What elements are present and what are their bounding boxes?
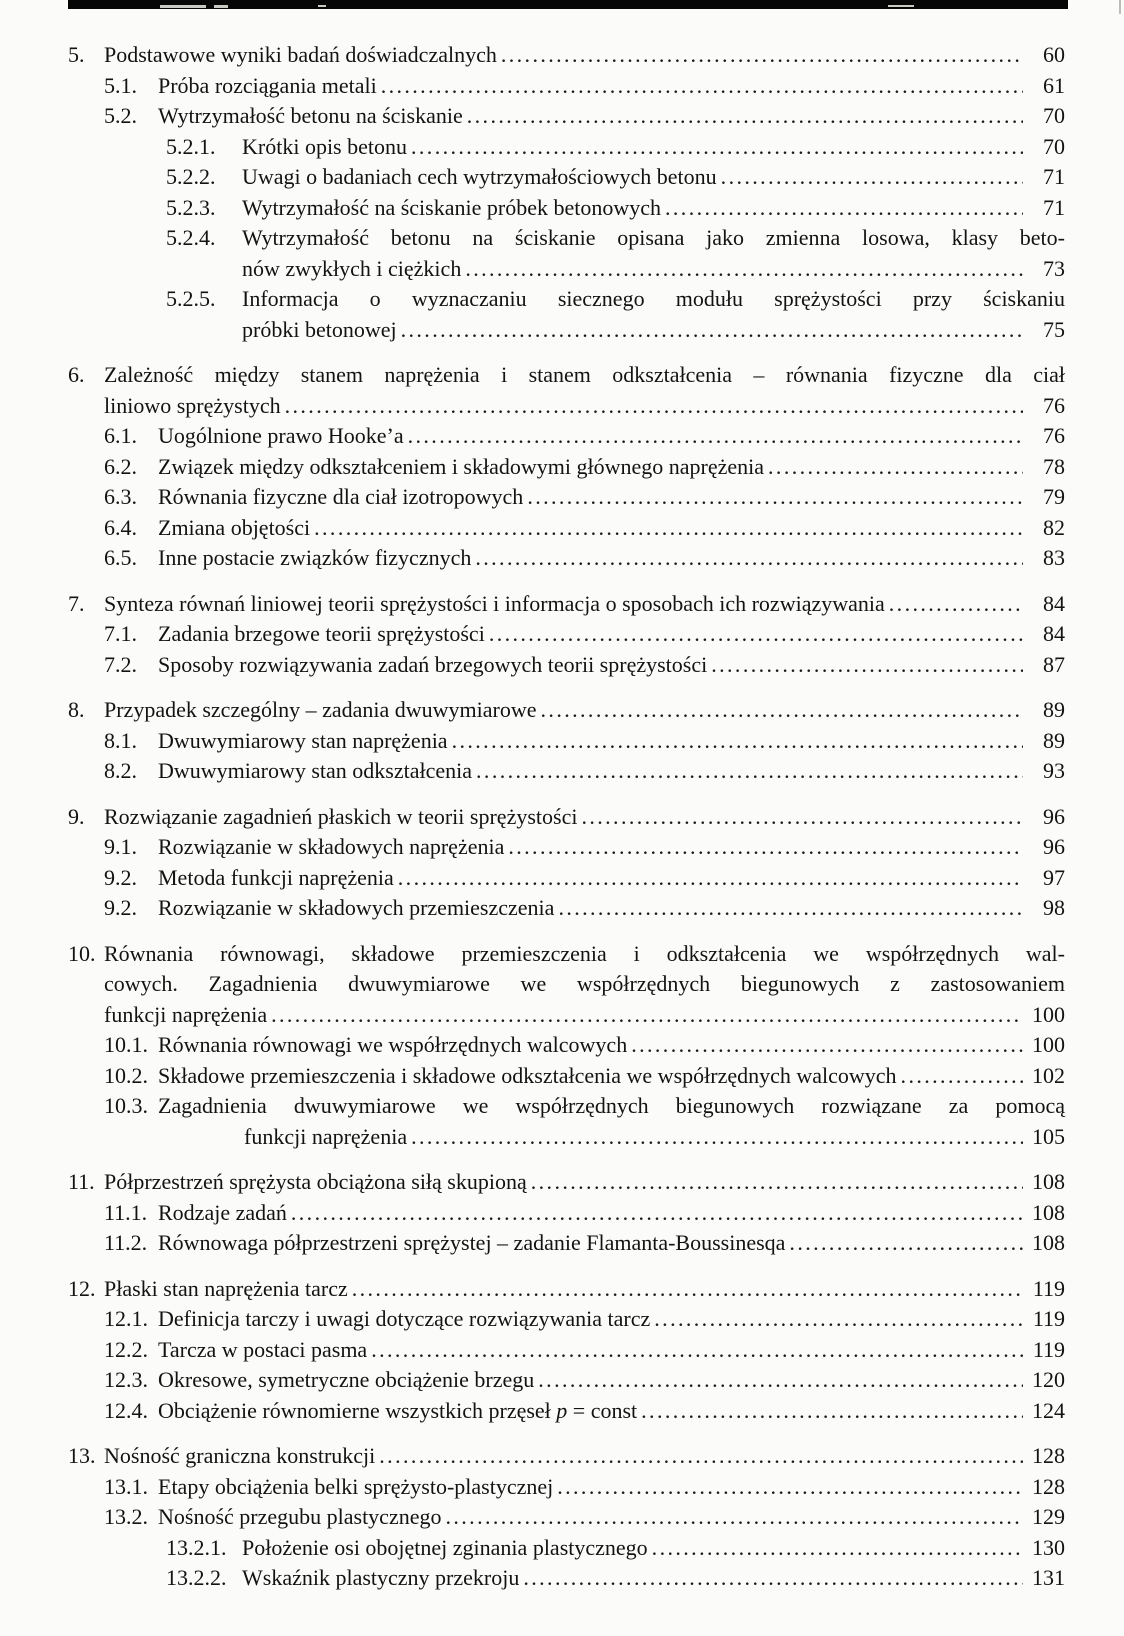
toc-entry-title: Nośność graniczna konstrukcji	[104, 1443, 376, 1468]
toc-entry-body	[158, 1502, 1065, 1533]
toc-entry-number: 8.2.	[104, 758, 137, 783]
toc-entry	[0, 360, 1124, 421]
dot-leader	[476, 756, 1023, 787]
toc-entry-title: Inne postacie związków fizycznych	[158, 545, 472, 570]
toc-entry-text-line: Zagadnienia dwuwymiarowe we współrzędnych biegunowych rozwiązane za pomocą	[158, 1093, 1065, 1118]
toc-entry-title: Przypadek szczególny – zadania dwuwymiarowe	[104, 697, 537, 722]
page-number: 128	[1032, 1443, 1065, 1468]
toc-entry	[0, 1198, 1124, 1229]
toc-entry-title: Równania fizyczne dla ciał izotropowych	[158, 484, 524, 509]
dot-leader	[508, 832, 1023, 863]
toc-entry-last-line	[158, 619, 1065, 650]
toc-entry-last-line	[158, 1472, 1065, 1503]
page-number: 128	[1032, 1473, 1065, 1499]
toc-entry-text-line: Zależność między stanem naprężenia i stanem odkształcenia – równania fizyczne dla ciał	[104, 362, 1065, 387]
toc-entry-number: 9.1.	[104, 834, 137, 859]
page-number: 71	[1043, 164, 1065, 189]
page-number: 78	[1043, 453, 1065, 479]
page-number: 100	[1032, 1032, 1065, 1057]
dot-leader	[489, 619, 1023, 650]
toc-entry	[0, 802, 1124, 833]
toc-entry	[0, 1502, 1124, 1533]
toc-entry-body	[104, 589, 1065, 620]
toc-entry-last-line	[158, 832, 1065, 863]
dot-leader	[452, 726, 1023, 757]
toc-entry-last-line	[158, 863, 1065, 894]
toc-entry-number: 7.	[68, 590, 85, 616]
dot-leader	[654, 1304, 1023, 1335]
toc-entry-title: Związek między odkształceniem i składowymi głównego naprężenia	[158, 453, 765, 479]
page-number: 124	[1032, 1397, 1065, 1423]
toc-entry	[0, 893, 1124, 924]
toc-entry	[0, 513, 1124, 544]
toc-entry-number: 5.2.4.	[166, 225, 216, 250]
toc-entry-body	[242, 284, 1065, 345]
toc-entry-title: Zadania brzegowe teorii sprężystości	[158, 621, 485, 646]
toc-entry	[0, 695, 1124, 726]
toc-entry-body	[158, 513, 1065, 544]
toc-entry-body	[104, 695, 1065, 726]
dot-leader	[889, 589, 1023, 620]
toc-entry	[0, 726, 1124, 757]
toc-entry-number: 12.2.	[104, 1336, 148, 1362]
page-number: 73	[1043, 255, 1065, 281]
page-number: 89	[1043, 697, 1065, 722]
dot-leader	[445, 1502, 1023, 1533]
toc-entry-last-line	[158, 1122, 1065, 1153]
toc-entry-body	[104, 939, 1065, 1031]
toc-entry-title: Uogólnione prawo Hooke’a	[158, 423, 404, 448]
toc-entry	[0, 71, 1124, 102]
toc-entry-title: Rozwiązanie w składowych przemieszczenia	[158, 895, 555, 920]
toc-entry-title: Próba rozciągania metali	[158, 72, 377, 98]
toc-entry-last-line	[158, 543, 1065, 574]
toc-entry-title: Synteza równań liniowej teorii sprężystości i informacja o sposobach ich rozwiązywania	[104, 590, 885, 616]
toc-entry-number: 5.1.	[104, 72, 137, 98]
toc-entry-last-line	[242, 254, 1065, 285]
toc-entry-number: 10.1.	[104, 1032, 148, 1057]
toc-entry-number: 6.3.	[104, 484, 137, 509]
dot-leader	[411, 1122, 1023, 1153]
toc-entry-title: Rodzaje zadań	[158, 1199, 287, 1225]
toc-entry-last-line	[242, 162, 1065, 193]
dot-leader	[523, 1563, 1023, 1594]
toc-entry-title: Wytrzymałość na ściskanie próbek betonowych	[242, 194, 661, 220]
page-number: 60	[1043, 42, 1065, 67]
toc-entry-number: 11.2.	[104, 1230, 148, 1255]
toc-entry-body	[158, 1030, 1065, 1061]
dot-leader	[652, 1533, 1023, 1564]
toc-entry-body	[104, 1441, 1065, 1472]
toc-entry	[0, 284, 1124, 345]
toc-entry-body	[158, 893, 1065, 924]
toc-entry-body	[104, 1167, 1065, 1198]
toc-entry-title: Sposoby rozwiązywania zadań brzegowych teorii sprężystości	[158, 651, 708, 677]
toc-entry-number: 12.4.	[104, 1397, 148, 1423]
toc-entry-title: Nośność przegubu plastycznego	[158, 1504, 442, 1529]
toc-entry-body	[104, 360, 1065, 421]
toc-entry-title: Etapy obciążenia belki sprężysto-plastycznej	[158, 1473, 554, 1499]
toc-entry-body	[158, 619, 1065, 650]
toc-entry-title: nów zwykłych i ciężkich	[242, 255, 462, 281]
toc-entry-body	[158, 1365, 1065, 1396]
toc-entry	[0, 1304, 1124, 1335]
page-number: 119	[1032, 1306, 1065, 1331]
page-number: 76	[1043, 392, 1065, 418]
toc-entry-last-line	[242, 315, 1065, 346]
toc-entry-number: 5.2.3.	[166, 194, 216, 220]
toc-entry-last-line	[158, 101, 1065, 132]
toc-entry-last-line	[104, 589, 1065, 620]
toc-entry	[0, 193, 1124, 224]
toc-entry	[0, 650, 1124, 681]
toc-entry-number: 9.2.	[104, 864, 137, 890]
toc-entry-title: funkcji naprężenia	[244, 1123, 408, 1149]
page-number: 84	[1043, 590, 1065, 616]
toc-entry-title: Położenie osi obojętnej zginania plastycznego	[242, 1534, 648, 1560]
toc-entry-number: 9.	[68, 803, 85, 829]
toc-entry-number: 10.3.	[104, 1093, 148, 1118]
dot-leader	[411, 132, 1023, 163]
toc-entry-number: 7.2.	[104, 651, 137, 677]
dot-leader	[541, 695, 1023, 726]
toc-entry-last-line	[158, 1304, 1065, 1335]
toc-entry-title-part: p	[556, 1397, 568, 1423]
toc-entry-text-line: Równania równowagi, składowe przemieszczenia i odkształcenia we współrzędnych wal-	[104, 940, 1065, 966]
dot-leader	[381, 71, 1023, 102]
toc-entry	[0, 1533, 1124, 1564]
toc-entry-title: Dwuwymiarowy stan naprężenia	[158, 727, 448, 753]
toc-entry	[0, 1030, 1124, 1061]
toc-entry	[0, 1274, 1124, 1305]
toc-entry-body	[242, 1533, 1065, 1564]
toc-entry-title: Definicja tarczy i uwagi dotyczące rozwiązywania tarcz	[158, 1306, 651, 1331]
page-number: 120	[1032, 1367, 1065, 1392]
toc-entry-title: Podstawowe wyniki badań doświadczalnych	[104, 42, 497, 67]
toc-entry	[0, 421, 1124, 452]
page-number: 70	[1043, 133, 1065, 159]
toc-entry-last-line	[104, 391, 1065, 422]
toc-entry-body	[104, 802, 1065, 833]
toc-entry-title-part: = const	[567, 1397, 638, 1423]
toc-entry-last-line	[104, 40, 1065, 71]
toc-entry	[0, 1091, 1124, 1152]
toc-entry-number: 10.2.	[104, 1062, 148, 1088]
page-number: 108	[1032, 1199, 1065, 1225]
toc-entry-title: Rozwiązanie zagadnień płaskich w teorii sprężystości	[104, 803, 578, 829]
toc-entry-number: 12.	[68, 1275, 96, 1301]
dot-leader	[501, 40, 1023, 71]
page-number: 102	[1032, 1062, 1065, 1088]
toc-entry-title: Krótki opis betonu	[242, 133, 407, 159]
toc-entry-title: Wytrzymałość betonu na ściskanie	[158, 103, 463, 128]
dot-leader	[467, 101, 1023, 132]
toc-entry	[0, 756, 1124, 787]
dot-leader	[789, 1228, 1023, 1259]
toc-entry	[0, 40, 1124, 71]
page-number: 89	[1043, 727, 1065, 753]
toc-entry-last-line	[242, 132, 1065, 163]
page-number: 83	[1043, 545, 1065, 570]
toc-entry	[0, 101, 1124, 132]
page-number: 70	[1043, 103, 1065, 128]
toc-entry-body	[158, 1335, 1065, 1366]
toc-entry-body	[242, 1563, 1065, 1594]
toc-entry-body	[158, 1198, 1065, 1229]
dot-leader	[314, 513, 1023, 544]
toc-entry-last-line	[158, 1502, 1065, 1533]
dot-leader	[768, 452, 1023, 483]
toc-entry-title: Równania równowagi we współrzędnych walcowych	[158, 1032, 628, 1057]
toc-entry-last-line	[158, 1198, 1065, 1229]
toc-entry-title: Zmiana objętości	[158, 514, 311, 540]
page-number: 105	[1032, 1123, 1065, 1149]
toc-entry	[0, 1563, 1124, 1594]
toc-entry-last-line	[158, 1030, 1065, 1061]
toc-entry-last-line	[158, 513, 1065, 544]
toc-entry-number: 5.2.	[104, 103, 137, 128]
toc-entry-body	[158, 482, 1065, 513]
toc-entry-number: 13.2.2.	[166, 1565, 227, 1590]
toc-entry-title: Dwuwymiarowy stan odkształcenia	[158, 758, 473, 783]
page-number: 130	[1032, 1534, 1065, 1560]
toc-entry-last-line	[158, 1365, 1065, 1396]
toc-entry-number: 13.2.	[104, 1504, 148, 1529]
toc-entry-number: 9.2.	[104, 895, 137, 920]
toc-entry-last-line	[158, 71, 1065, 102]
page-number: 84	[1043, 621, 1065, 646]
toc-entry	[0, 482, 1124, 513]
toc-entry-number: 13.	[68, 1443, 96, 1468]
toc-entry-number: 5.2.1.	[166, 133, 216, 159]
dot-leader	[291, 1198, 1023, 1229]
toc-entry-title: próbki betonowej	[242, 316, 397, 342]
toc-entry-number: 8.	[68, 697, 85, 722]
dot-leader	[721, 162, 1023, 193]
page-number: 71	[1043, 194, 1065, 220]
toc-entry-last-line	[158, 452, 1065, 483]
toc-entry-body	[158, 71, 1065, 102]
dot-leader	[527, 482, 1023, 513]
toc-entry-body	[158, 1396, 1065, 1427]
toc-entry	[0, 223, 1124, 284]
toc-entry-body	[104, 40, 1065, 71]
toc-entry-last-line	[104, 695, 1065, 726]
toc-entry-body	[242, 132, 1065, 163]
toc-entry-body	[158, 832, 1065, 863]
toc-entry-last-line	[158, 756, 1065, 787]
toc-entry-last-line	[104, 1274, 1065, 1305]
dot-leader	[538, 1365, 1023, 1396]
page-number: 98	[1043, 895, 1065, 920]
toc-entry-number: 11.1.	[104, 1199, 148, 1225]
toc-entry-body	[158, 1304, 1065, 1335]
toc-entry-number: 12.3.	[104, 1367, 148, 1392]
toc-entry-number: 6.4.	[104, 514, 137, 540]
toc-entry-body	[158, 1228, 1065, 1259]
toc-entry-title: Okresowe, symetryczne obciążenie brzegu	[158, 1367, 535, 1392]
toc-entry-last-line	[158, 1228, 1065, 1259]
toc-entry-last-line	[104, 1167, 1065, 1198]
toc-entry	[0, 1441, 1124, 1472]
toc-entry-title: Półprzestrzeń sprężysta obciążona siłą skupioną	[104, 1169, 527, 1194]
toc-entry-number: 6.2.	[104, 453, 137, 479]
toc-entry-last-line	[158, 726, 1065, 757]
dot-leader	[531, 1167, 1023, 1198]
toc-entry-last-line	[158, 482, 1065, 513]
dot-leader	[631, 1030, 1023, 1061]
dot-leader	[398, 863, 1023, 894]
toc-entry-number: 5.2.5.	[166, 286, 216, 311]
toc-entry-number: 5.	[68, 42, 85, 67]
toc-entry	[0, 1396, 1124, 1427]
page-number: 76	[1043, 423, 1065, 448]
toc-entry-last-line	[242, 193, 1065, 224]
toc-entry-title: Rozwiązanie w składowych naprężenia	[158, 834, 505, 859]
toc-entry-number: 6.1.	[104, 423, 137, 448]
toc-entry-text-line: Wytrzymałość betonu na ściskanie opisana jako zmienna losowa, klasy beto-	[242, 225, 1065, 250]
toc-entry-title: Płaski stan naprężenia tarcz	[104, 1275, 348, 1301]
dot-leader	[465, 254, 1023, 285]
dot-leader	[408, 421, 1023, 452]
page-number: 100	[1032, 1001, 1065, 1027]
toc-entry-title: Metoda funkcji naprężenia	[158, 864, 394, 890]
toc-entry-body	[158, 1061, 1065, 1092]
toc-entry	[0, 1365, 1124, 1396]
dot-leader	[475, 543, 1023, 574]
toc-entry	[0, 1167, 1124, 1198]
toc-entry-last-line	[242, 1533, 1065, 1564]
toc-entry-number: 5.2.2.	[166, 164, 216, 189]
toc-entry-last-line	[158, 650, 1065, 681]
toc-entry-text-line: cowych. Zagadnienia dwuwymiarowe we współrzędnych biegunowych z zastosowaniem	[104, 971, 1065, 996]
toc-entry-last-line	[158, 893, 1065, 924]
toc-entry-number: 6.5.	[104, 545, 137, 570]
toc-entry	[0, 543, 1124, 574]
page-number: 129	[1032, 1504, 1065, 1529]
toc-entry-number: 10.	[68, 940, 96, 966]
toc-entry	[0, 619, 1124, 650]
toc-entry-body	[158, 421, 1065, 452]
toc-entry	[0, 1335, 1124, 1366]
page-number: 96	[1043, 803, 1065, 829]
dot-leader	[581, 802, 1023, 833]
toc-entry	[0, 832, 1124, 863]
toc-entry-number: 6.	[68, 362, 85, 387]
toc-entry-last-line	[158, 1335, 1065, 1366]
toc-entry	[0, 162, 1124, 193]
page-number: 93	[1043, 758, 1065, 783]
toc-entry-body	[158, 543, 1065, 574]
dot-leader	[285, 391, 1023, 422]
page-number: 97	[1043, 864, 1065, 890]
toc-entry-number: 7.1.	[104, 621, 137, 646]
dot-leader	[665, 193, 1023, 224]
toc-entry-body	[242, 162, 1065, 193]
toc-entry-title: liniowo sprężystych	[104, 392, 281, 418]
toc-entry	[0, 132, 1124, 163]
toc-entry-title: Równowaga półprzestrzeni sprężystej – zadanie Flamanta-Boussinesqa	[158, 1230, 786, 1255]
toc-entry-last-line	[158, 1061, 1065, 1092]
toc-entry-body	[158, 1091, 1065, 1152]
dot-leader	[401, 315, 1023, 346]
page-number: 61	[1043, 72, 1065, 98]
toc-entry	[0, 1228, 1124, 1259]
dot-leader	[371, 1335, 1023, 1366]
dot-leader	[352, 1274, 1023, 1305]
toc-entry-body	[158, 863, 1065, 894]
toc-entry-number: 13.1.	[104, 1473, 148, 1499]
toc-entry-body	[242, 223, 1065, 284]
toc-entry-body	[158, 756, 1065, 787]
toc-entry-title: Tarcza w postaci pasma	[158, 1336, 368, 1362]
dot-leader	[711, 650, 1023, 681]
toc-entry-title: funkcji naprężenia	[104, 1001, 268, 1027]
toc-entry-number: 13.2.1.	[166, 1534, 227, 1560]
toc-entry-body	[158, 726, 1065, 757]
page-number: 119	[1032, 1275, 1065, 1301]
dot-leader	[379, 1441, 1023, 1472]
toc-entry-title-part: Obciążenie równomierne wszystkich przęseł	[158, 1397, 557, 1423]
toc-entry-last-line	[158, 1396, 1065, 1427]
dot-leader	[271, 1000, 1023, 1031]
toc-entry-title: Wskaźnik plastyczny przekroju	[242, 1565, 520, 1590]
page-number: 108	[1032, 1169, 1065, 1194]
toc-entry-body	[158, 101, 1065, 132]
toc-entry	[0, 863, 1124, 894]
toc-entry-title	[158, 1396, 637, 1427]
toc-entry-last-line	[104, 1441, 1065, 1472]
toc-entry-body	[158, 452, 1065, 483]
page-number: 75	[1043, 316, 1065, 342]
toc-entry	[0, 1472, 1124, 1503]
page-number: 82	[1043, 514, 1065, 540]
toc-entry-number: 12.1.	[104, 1306, 148, 1331]
toc-entry-last-line	[242, 1563, 1065, 1594]
toc-entry-number: 11.	[68, 1169, 95, 1194]
toc-entry-title: Uwagi o badaniach cech wytrzymałościowych betonu	[242, 164, 717, 189]
toc-entry-text-line: Informacja o wyznaczaniu siecznego modułu sprężystości przy ściskaniu	[242, 286, 1065, 311]
toc-entry	[0, 1061, 1124, 1092]
page-number: 96	[1043, 834, 1065, 859]
page-number: 79	[1043, 484, 1065, 509]
dot-leader	[901, 1061, 1023, 1092]
dot-leader	[557, 1472, 1023, 1503]
toc-entry-number: 8.1.	[104, 727, 137, 753]
page-number: 131	[1032, 1565, 1065, 1590]
toc-entry-last-line	[104, 802, 1065, 833]
toc-entry	[0, 589, 1124, 620]
dot-leader	[641, 1396, 1023, 1427]
toc-entry-last-line	[158, 421, 1065, 452]
toc-entry-body	[242, 193, 1065, 224]
page-number: 108	[1032, 1230, 1065, 1255]
page-number: 87	[1043, 651, 1065, 677]
toc-entry-last-line	[104, 1000, 1065, 1031]
toc-entry-title: Składowe przemieszczenia i składowe odkształcenia we współrzędnych walcowych	[158, 1062, 897, 1088]
toc-entry-body	[158, 650, 1065, 681]
page-number: 119	[1032, 1336, 1065, 1362]
toc-entry	[0, 939, 1124, 1031]
toc-entry-body	[158, 1472, 1065, 1503]
toc-entry-body	[104, 1274, 1065, 1305]
toc-entry	[0, 452, 1124, 483]
dot-leader	[558, 893, 1023, 924]
